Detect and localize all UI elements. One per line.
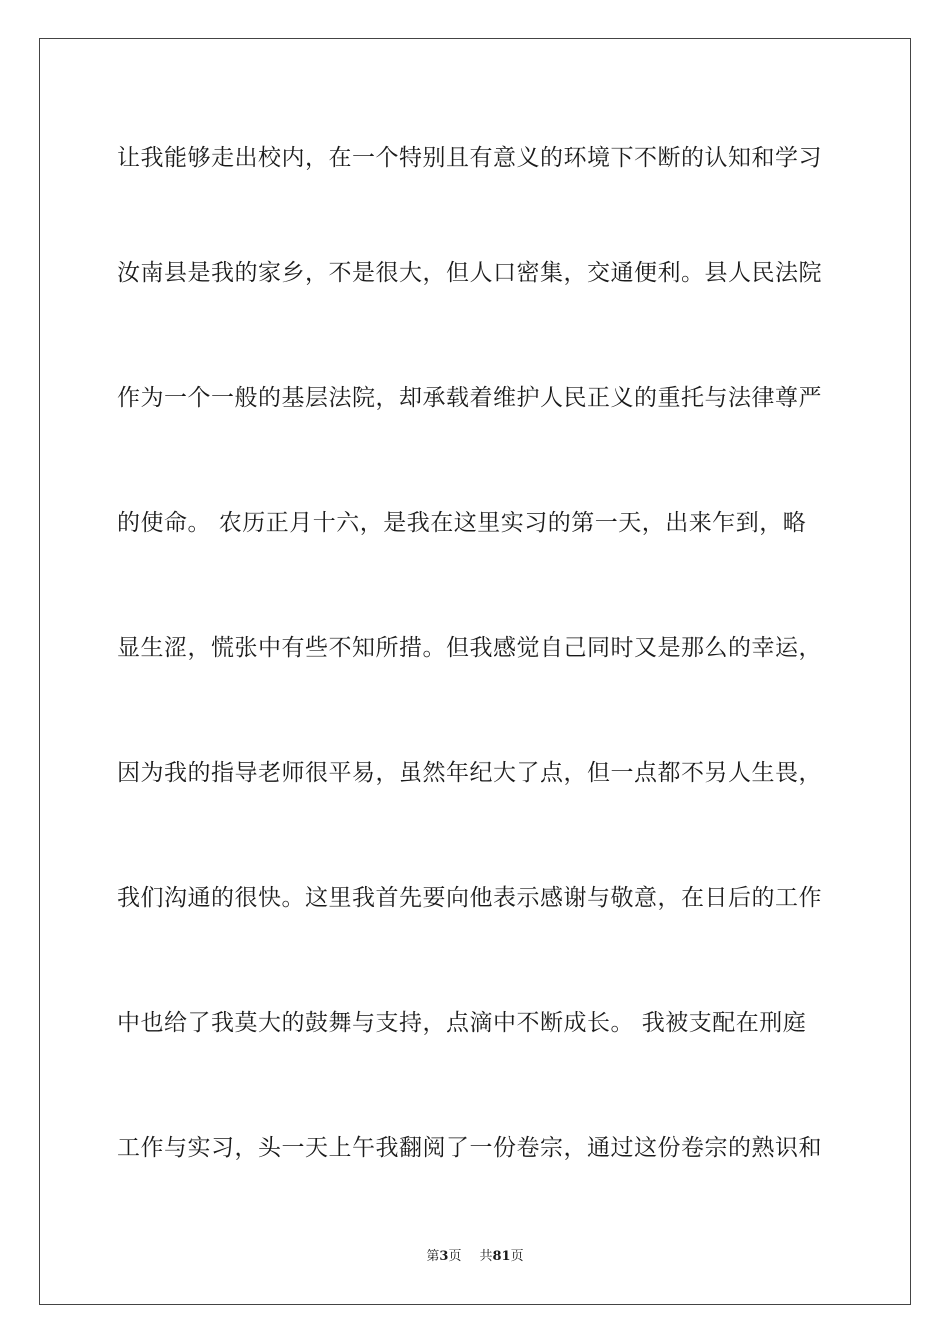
body-text-line-4: 的使命。 农历正月十六，是我在这里实习的第一天，出来乍到，略 bbox=[117, 510, 807, 536]
body-text-line-7: 我们沟通的很快。这里我首先要向他表示感谢与敬意，在日后的工作 bbox=[117, 885, 822, 911]
page-number-prefix: 第 bbox=[426, 1249, 440, 1264]
page-footer bbox=[0, 1248, 950, 1266]
body-text-line-8: 中也给了我莫大的鼓舞与支持，点滴中不断成长。 我被支配在刑庭 bbox=[117, 1010, 807, 1036]
body-text-line-2: 汝南县是我的家乡，不是很大，但人口密集，交通便利。县人民法院 bbox=[117, 260, 822, 286]
page-number-suffix: 页 bbox=[448, 1249, 462, 1264]
page-number: 3 bbox=[439, 1249, 449, 1264]
body-text-line-9: 工作与实习，头一天上午我翻阅了一份卷宗，通过这份卷宗的熟识和 bbox=[117, 1135, 822, 1161]
total-pages: 81 bbox=[492, 1249, 511, 1264]
total-pages-prefix: 共 bbox=[479, 1249, 493, 1264]
body-text-line-1: 让我能够走出校内，在一个特别且有意义的环境下不断的认知和学习 bbox=[117, 145, 822, 171]
body-text-line-3: 作为一个一般的基层法院，却承载着维护人民正义的重托与法律尊严 bbox=[117, 385, 822, 411]
total-pages-suffix: 页 bbox=[510, 1249, 524, 1264]
body-text-line-6: 因为我的指导老师很平易，虽然年纪大了点，但一点都不另人生畏， bbox=[117, 760, 822, 786]
body-text-line-5: 显生涩，慌张中有些不知所措。但我感觉自己同时又是那么的幸运， bbox=[117, 635, 822, 661]
page-border bbox=[39, 38, 911, 1305]
